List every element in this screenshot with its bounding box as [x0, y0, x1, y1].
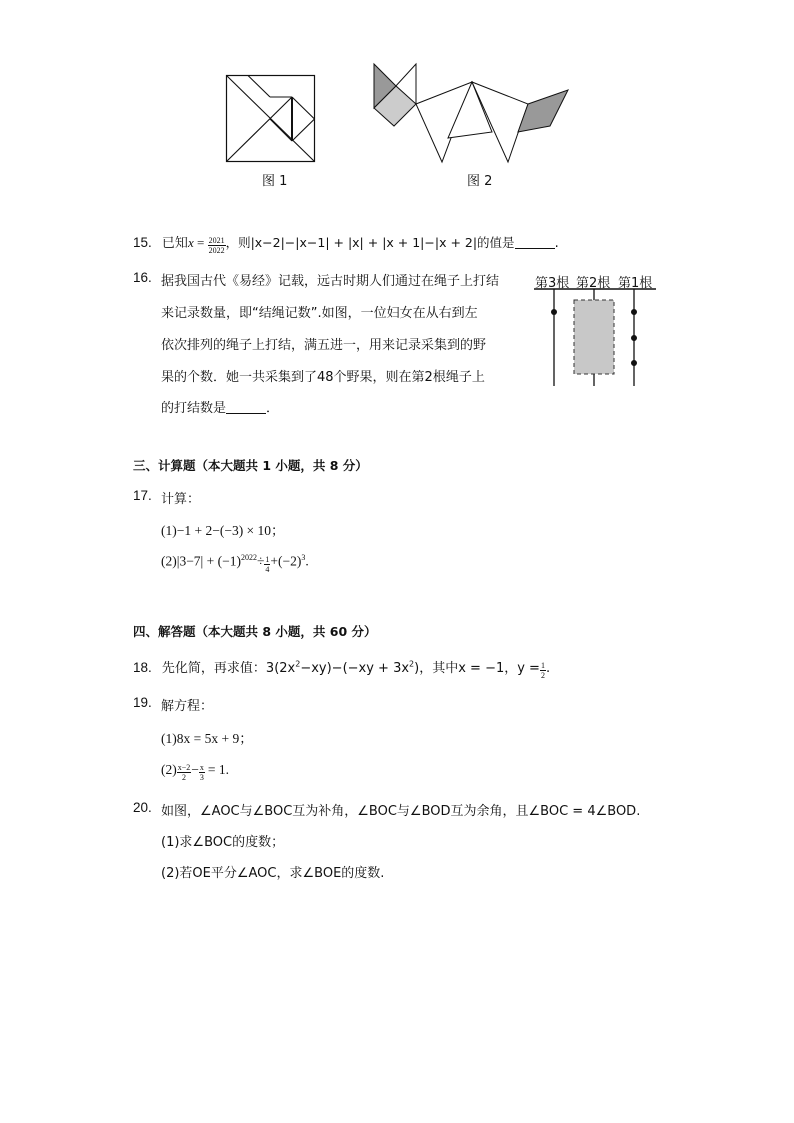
q18-frac-den: 2 — [540, 671, 545, 680]
question-number: 16. — [133, 270, 152, 285]
q16-line-4: 果的个数．她一共采集到了48个野果，则在第2根绳子上 — [161, 370, 485, 385]
question-number: 18. — [133, 660, 152, 675]
q17-exponent-2: 3 — [301, 553, 306, 562]
tangram-line-4 — [292, 97, 315, 119]
q18-text-c: )，其中x = −1，y = — [414, 661, 540, 676]
answer-blank[interactable] — [515, 236, 555, 249]
knot-rope-figure — [530, 288, 660, 388]
q19-part-2-a: (2) — [161, 762, 177, 777]
q16-line-5 — [161, 397, 279, 416]
question-number: 17. — [133, 488, 152, 503]
q19-part-2 — [161, 762, 229, 782]
knot-dot — [631, 360, 637, 366]
q16-line-2: 来记录数量，即“结绳记数”.如图，一位妇女在从右到左 — [161, 306, 478, 321]
q18-frac-num: 1 — [540, 661, 545, 670]
q17-frac-den: 4 — [265, 564, 270, 574]
hidden-knots-box — [574, 300, 614, 374]
figure-2-tangram-fox — [372, 62, 582, 166]
question-15 — [133, 232, 559, 255]
section-3-title: 三、计算题（本大题共 1 小题，共 8 分） — [133, 458, 368, 473]
q16-line-1: 据我国古代《易经》记载，远古时期人们通过在绳子上打结 — [161, 274, 500, 289]
q19-minus: − — [191, 762, 199, 777]
question-number: 15. — [133, 235, 152, 250]
figure-1-tangram — [226, 75, 316, 163]
q19-part-2-b: = 1. — [207, 762, 230, 777]
q17-title: 计算： — [161, 492, 201, 507]
rope-label-3: 第3根 — [535, 276, 570, 291]
q15-prefix: 已知 — [161, 236, 188, 251]
q16-line-3: 依次排列的绳子上打结，满五进一，用来记录采集到的野 — [161, 338, 487, 353]
q15-expression: ，则|x−2|−|x−1| + |x| + |x + 1|−|x + 2|的值是 — [225, 235, 515, 250]
q20-part-2: (2)若OE平分∠AOC，求∠BOE的度数. — [161, 866, 385, 881]
q18-sup-2: 2 — [409, 659, 415, 669]
rope-label-1: 第1根 — [618, 276, 653, 291]
q19-frac1-den: 2 — [182, 773, 186, 782]
q20-text: 如图，∠AOC与∠BOC互为补角，∠BOC与∠BOD互为余角，且∠BOC = 4∠BOD. — [161, 804, 641, 819]
question-number: 19. — [133, 695, 152, 710]
q17-part-1: (1)−1 + 2−(−3) × 10； — [161, 523, 285, 538]
q19-fraction-1 — [177, 763, 192, 782]
q17-part-2 — [161, 553, 309, 574]
knot-dot — [631, 309, 637, 315]
knot-dot — [551, 309, 557, 315]
figure-2-caption: 图 2 — [467, 174, 493, 189]
q18-text-a: 先化简，再求值：3(2x — [161, 661, 296, 676]
q17-part-2-b: ÷ — [256, 553, 265, 569]
q16-line-5-text: 的打结数是 — [161, 401, 227, 416]
q19-frac2-den: 3 — [199, 773, 204, 782]
q15-fraction — [208, 236, 226, 255]
q19-fraction-2 — [199, 763, 205, 782]
q18-sup-1: 2 — [295, 659, 301, 669]
q17-part-2-d: . — [305, 553, 309, 569]
q20-part-1: (1)求∠BOC的度数； — [161, 835, 285, 850]
q19-part-1: (1)8x = 5x + 9； — [161, 731, 253, 746]
tangram-line-7 — [292, 119, 315, 141]
q18-text-d: . — [545, 661, 551, 676]
knot-dot — [631, 335, 637, 341]
q16-suffix: ． — [266, 401, 280, 416]
tangram-line-6 — [270, 119, 292, 141]
q17-exponent: 2022 — [240, 553, 257, 562]
q19-title: 解方程： — [161, 699, 214, 714]
q15-frac-den: 2022 — [208, 246, 225, 255]
figure-1-caption: 图 1 — [262, 174, 288, 189]
q18-text-b: −xy)−(−xy + 3x — [300, 661, 410, 676]
question-number: 20. — [133, 800, 152, 815]
q15-eq: = — [193, 235, 208, 250]
q15-var: x — [187, 235, 194, 250]
section-4-title: 四、解答题（本大题共 8 小题，共 60 分） — [133, 624, 377, 639]
q17-part-2-a: (2)|3−7| + (−1) — [161, 553, 241, 569]
q19-frac2-num: x — [199, 763, 204, 772]
q17-part-2-c: +(−2) — [270, 553, 302, 569]
question-18 — [133, 657, 550, 680]
q19-frac1-num: x−2 — [177, 763, 191, 772]
rope-label-2: 第2根 — [576, 276, 611, 291]
answer-blank[interactable] — [226, 401, 266, 414]
q15-suffix: . — [554, 236, 559, 251]
fox-tail — [518, 90, 568, 132]
tangram-line-2 — [248, 76, 270, 98]
q17-frac-num: 1 — [265, 554, 270, 564]
q15-frac-num: 2021 — [208, 236, 225, 245]
